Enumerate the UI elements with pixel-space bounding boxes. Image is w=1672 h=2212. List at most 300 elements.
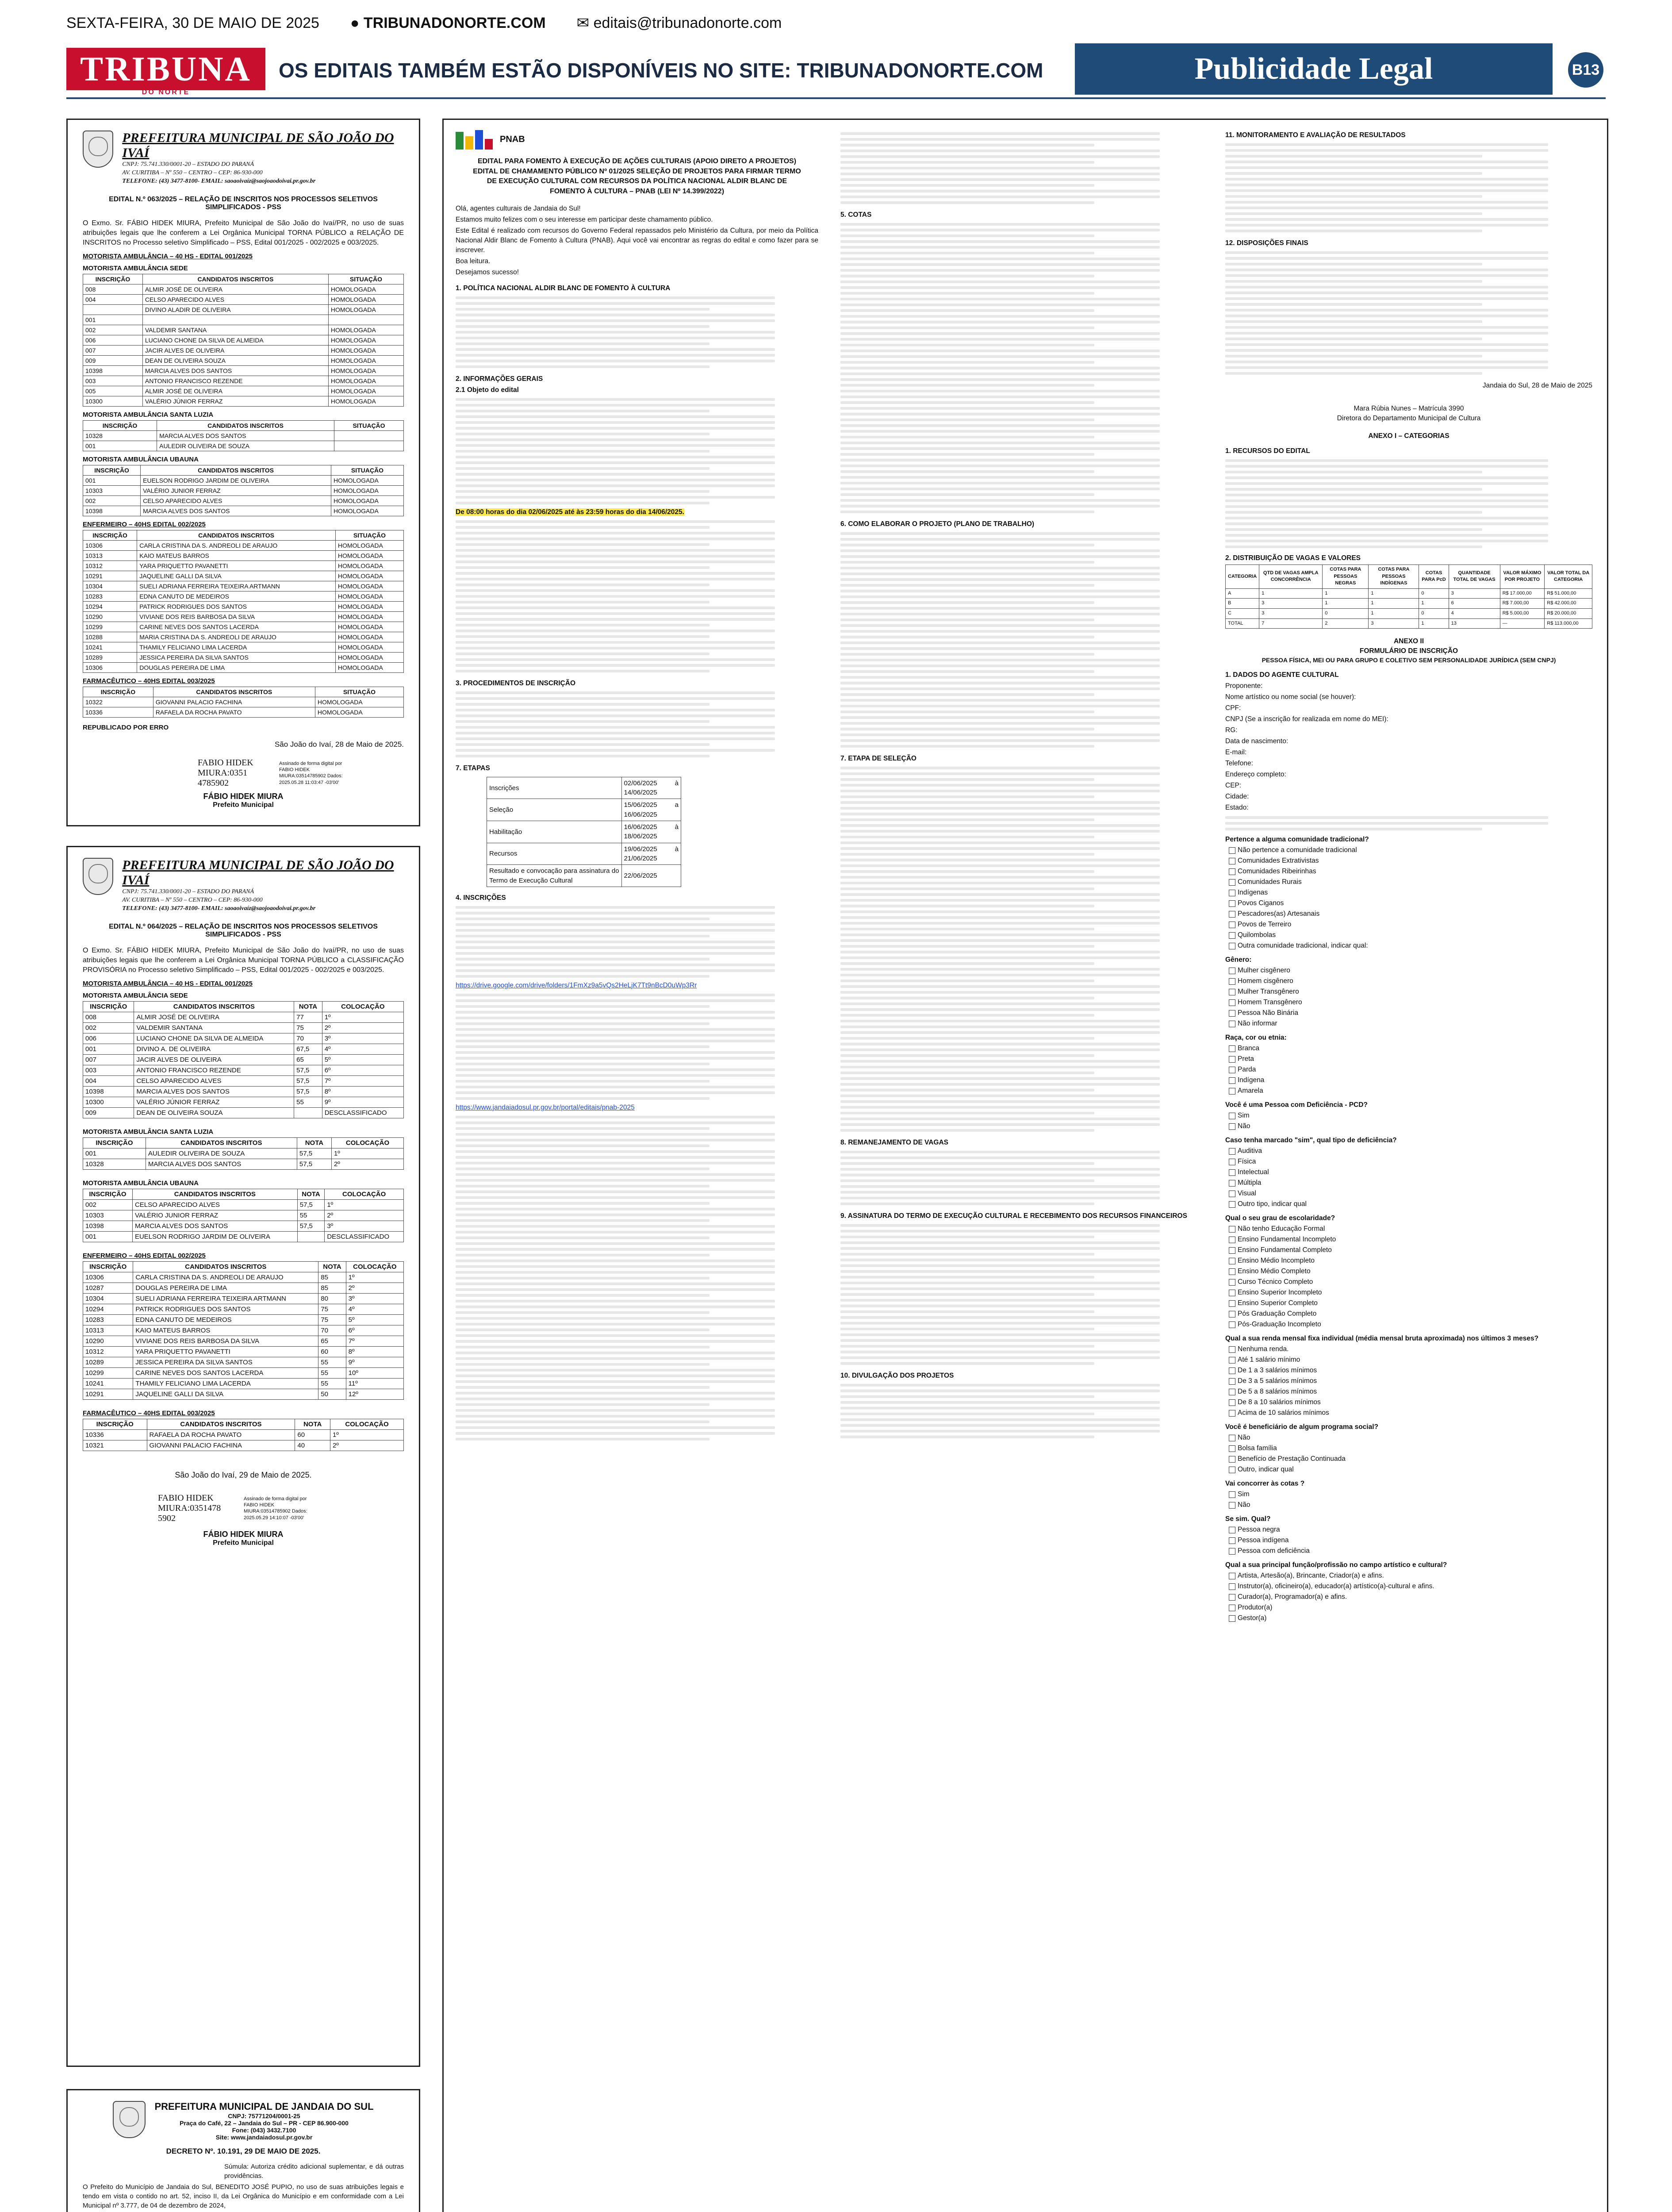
- table-cell: 16/06/2025 à 18/06/2025: [621, 821, 681, 843]
- table-cell: 003: [83, 376, 143, 386]
- form-field[interactable]: CNPJ (Se a inscrição for realizada em nome do MEI):: [1225, 715, 1388, 723]
- greeting: Olá, agentes culturais de Jandaia do Sul!: [456, 204, 581, 212]
- table-row: [83, 1210, 404, 1221]
- form-field[interactable]: CEP:: [1225, 782, 1242, 790]
- table-cell: VALDEMIR SANTANA: [134, 1022, 294, 1033]
- table-cell: 2º: [322, 1022, 403, 1033]
- table-cell: HOMOLOGADA: [335, 581, 403, 591]
- chamamento-col-3: [1225, 129, 1592, 2212]
- table-cell: 0: [1419, 588, 1449, 599]
- table-row: [83, 485, 404, 495]
- checkbox-icon[interactable]: [1229, 1201, 1235, 1208]
- form-option[interactable]: [1229, 899, 1592, 908]
- checkbox-icon[interactable]: [1229, 1077, 1235, 1084]
- checkbox-icon[interactable]: [1229, 1045, 1235, 1052]
- section-heading: MOTORISTA AMBULÂNCIA – 40 HS - EDITAL 001/2025: [83, 252, 253, 260]
- checkbox-icon[interactable]: [1229, 1226, 1235, 1233]
- table-cell: RAFAELA DA ROCHA PAVATO: [147, 1429, 295, 1440]
- option-label: Homem cisgênero: [1238, 977, 1293, 985]
- checkbox-icon[interactable]: [1229, 1615, 1235, 1622]
- form-option[interactable]: [1229, 1398, 1592, 1407]
- table-row: [83, 1378, 404, 1389]
- checkbox-icon[interactable]: [1229, 1258, 1235, 1264]
- table-row: [83, 601, 404, 611]
- form-question: Se sim. Qual?: [1225, 1515, 1271, 1523]
- text-block: [840, 1384, 1203, 1438]
- checkbox-icon[interactable]: [1229, 1527, 1235, 1533]
- checkbox-icon[interactable]: [1229, 847, 1235, 854]
- table-cell: HOMOLOGADA: [331, 495, 403, 506]
- checkbox-icon[interactable]: [1229, 1169, 1235, 1176]
- checkbox-icon[interactable]: [1229, 1123, 1235, 1130]
- option-label: Bolsa família: [1238, 1444, 1277, 1452]
- form-option[interactable]: [1229, 1044, 1592, 1053]
- column-header: QUANTIDADE TOTAL DE VAGAS: [1449, 565, 1500, 589]
- email-link[interactable]: ✉ editais@tribunadonorte.com: [576, 15, 782, 31]
- chamamento-col-2: [840, 129, 1203, 2212]
- table-cell: MARIA CRISTINA DA S. ANDREOLI DE ARAUJO: [137, 632, 336, 642]
- form-field[interactable]: Telefone:: [1225, 760, 1253, 768]
- form-option[interactable]: [1229, 867, 1592, 876]
- form-field[interactable]: Endereço completo:: [1225, 771, 1286, 779]
- table-header-row: [83, 530, 404, 540]
- form-option[interactable]: [1229, 1178, 1592, 1188]
- form-option[interactable]: [1229, 1525, 1592, 1535]
- form-option[interactable]: [1229, 1245, 1592, 1255]
- table-cell: CARINE NEVES DOS SANTOS LACERDA: [137, 622, 336, 632]
- table-cell: A: [1226, 588, 1259, 599]
- form-option[interactable]: [1229, 888, 1592, 898]
- option-label: Pós Graduação Completo: [1238, 1310, 1317, 1318]
- table-row: [83, 1283, 404, 1293]
- table-cell: 009: [83, 355, 143, 365]
- table-cell: 10321: [83, 1440, 147, 1451]
- form-option[interactable]: [1229, 1344, 1592, 1354]
- checkbox-icon[interactable]: [1229, 1399, 1235, 1406]
- checkbox-icon[interactable]: [1229, 1467, 1235, 1473]
- column-header: INSCRIÇÃO: [83, 420, 157, 430]
- table-row: [83, 1065, 404, 1075]
- table-cell: HOMOLOGADA: [328, 304, 403, 315]
- form-field[interactable]: Nome artístico ou nome social (se houver):: [1225, 693, 1356, 701]
- table-cell: YARA PRIQUETTO PAVANETTI: [137, 561, 336, 571]
- checkbox-icon[interactable]: [1229, 943, 1235, 949]
- checkbox-icon[interactable]: [1229, 932, 1235, 939]
- checkbox-icon[interactable]: [1229, 968, 1235, 974]
- form-option[interactable]: [1229, 1355, 1592, 1365]
- form-option[interactable]: [1229, 930, 1592, 940]
- checkbox-icon[interactable]: [1229, 1113, 1235, 1119]
- form-field[interactable]: Cidade:: [1225, 793, 1249, 801]
- option-label: Ensino Médio Completo: [1238, 1267, 1311, 1275]
- table-row: [83, 1075, 404, 1086]
- column-header: NOTA: [297, 1189, 325, 1199]
- option-label: Intelectual: [1238, 1168, 1269, 1176]
- checkbox-icon[interactable]: [1229, 922, 1235, 928]
- prefecture-name: PREFEITURA MUNICIPAL DE SÃO JOÃO DO IVAÍ: [122, 858, 394, 887]
- signer-name: FÁBIO HIDEK MIURA: [203, 791, 284, 801]
- table-row: [83, 1199, 404, 1210]
- checkbox-icon[interactable]: [1229, 1300, 1235, 1307]
- table-cell: [334, 430, 404, 441]
- table-row: [83, 707, 404, 717]
- option-label: Ensino Fundamental Incompleto: [1238, 1236, 1336, 1244]
- checkbox-icon[interactable]: [1229, 1159, 1235, 1165]
- checkbox-icon[interactable]: [1229, 868, 1235, 875]
- table-header-row: [83, 420, 404, 430]
- table-cell: 10336: [83, 1429, 147, 1440]
- form-question: Qual o seu grau de escolaridade?: [1225, 1214, 1335, 1222]
- option-label: Pós-Graduação Incompleto: [1238, 1321, 1321, 1329]
- form-option[interactable]: [1229, 856, 1592, 866]
- link-paragraph: [456, 1103, 818, 1113]
- table-cell: 65: [318, 1336, 346, 1346]
- table-cell: 10299: [83, 1367, 133, 1378]
- option-label: De 5 a 8 salários mínimos: [1238, 1388, 1317, 1396]
- table-cell: 75: [318, 1314, 346, 1325]
- decreto-panel: [66, 2089, 420, 2212]
- classificacao-table-sede: [83, 1001, 404, 1118]
- table-cell: THAMILY FELICIANO LIMA LACERDA: [133, 1378, 318, 1389]
- option-label: Homem Transgênero: [1238, 998, 1302, 1006]
- option-label: Parda: [1238, 1066, 1256, 1074]
- checkbox-icon[interactable]: [1229, 1247, 1235, 1254]
- checkbox-icon[interactable]: [1229, 1456, 1235, 1463]
- form-option[interactable]: [1229, 1603, 1592, 1613]
- form-option[interactable]: [1229, 1199, 1592, 1209]
- column-header: COLOCAÇÃO: [322, 1001, 403, 1012]
- checkbox-icon[interactable]: [1229, 1021, 1235, 1027]
- form-option[interactable]: [1229, 1500, 1592, 1510]
- table-cell: AULEDIR OLIVEIRA DE SOUZA: [157, 441, 334, 451]
- form-option[interactable]: [1229, 1320, 1592, 1329]
- inscritos-table-farmaceutico: [83, 687, 404, 718]
- checkbox-icon[interactable]: [1229, 1180, 1235, 1187]
- form-option[interactable]: [1229, 877, 1592, 887]
- form-option[interactable]: [1229, 1582, 1592, 1591]
- form-option[interactable]: [1229, 1157, 1592, 1167]
- table-cell: R$ 17.000,00: [1500, 588, 1545, 599]
- text-block: [456, 520, 818, 672]
- column-header: CANDIDATOS INSCRITOS: [137, 530, 336, 540]
- subsection-heading: FARMACÊUTICO – 40HS EDITAL 003/2025: [83, 677, 215, 685]
- etapas-table: [487, 777, 681, 887]
- checkbox-icon[interactable]: [1229, 999, 1235, 1006]
- table-cell: 60: [295, 1429, 330, 1440]
- newspaper-logo-sub: DO NORTE: [142, 88, 190, 96]
- table-cell: 55: [318, 1357, 346, 1367]
- section-heading: 2. INFORMAÇÕES GERAIS: [456, 375, 543, 383]
- form-option[interactable]: [1229, 1592, 1592, 1602]
- column-header: CANDIDATOS INSCRITOS: [153, 687, 315, 697]
- table-cell: 10288: [83, 632, 137, 642]
- table-row: [83, 495, 404, 506]
- column-header: SITUAÇÃO: [331, 465, 403, 475]
- form-option[interactable]: [1229, 1571, 1592, 1581]
- checkbox-icon[interactable]: [1229, 1067, 1235, 1073]
- table-cell: 10283: [83, 591, 137, 601]
- checkbox-icon[interactable]: [1229, 1190, 1235, 1197]
- table-header-row: [83, 1137, 404, 1148]
- signer-name: Mara Rúbia Nunes – Matrícula 3990: [1354, 405, 1464, 412]
- table-cell: HOMOLOGADA: [328, 365, 403, 376]
- table-cell: 4: [1449, 609, 1500, 619]
- checkbox-icon[interactable]: [1229, 890, 1235, 896]
- table-cell: R$ 113.000,00: [1545, 618, 1592, 629]
- option-label: Pessoa com deficiência: [1238, 1547, 1310, 1555]
- checkbox-icon[interactable]: [1229, 1583, 1235, 1590]
- inscription-link[interactable]: https://drive.google.com/drive/folders/1FmXz9a5vQs2HeLjK7Tt9nBcD0uWp3Rr: [456, 981, 697, 989]
- option-label: Indígena: [1238, 1076, 1265, 1084]
- table-cell: ALMIR JOSÉ DE OLIVEIRA: [142, 284, 328, 294]
- checkbox-icon[interactable]: [1229, 1311, 1235, 1317]
- digital-signature: [198, 758, 404, 788]
- table-cell: HOMOLOGADA: [335, 540, 403, 550]
- form-option[interactable]: [1229, 1224, 1592, 1234]
- site-link[interactable]: ● TRIBUNADONORTE.COM: [350, 14, 546, 31]
- table-row: [83, 386, 404, 396]
- option-label: Indígenas: [1238, 889, 1268, 897]
- form-option[interactable]: [1229, 1376, 1592, 1386]
- chamamento-col-1: [456, 129, 818, 2212]
- table-row: [83, 571, 404, 581]
- form-option[interactable]: [1229, 976, 1592, 986]
- form-option[interactable]: [1229, 1454, 1592, 1464]
- edital-intro: O Exmo. Sr. FÁBIO HIDEK MIURA, Prefeito Municipal de São João do Ivaí/PR, no uso de suas atribuições legais que lhe conferem a Lei Orgânica Municipal TORNA PÚBLICO a CLASSIFICAÇÃO PROVISÓRIA no Processo seletivo Simplificado – PSS, Edital 001/2025 - 002/2025 e 003/2025.: [83, 946, 404, 974]
- checkbox-icon[interactable]: [1229, 1148, 1235, 1155]
- form-option[interactable]: [1229, 1387, 1592, 1397]
- option-label: Pessoa indígena: [1238, 1536, 1289, 1544]
- form-option[interactable]: [1229, 1288, 1592, 1298]
- form-option[interactable]: [1229, 909, 1592, 919]
- form-option[interactable]: [1229, 1008, 1592, 1018]
- form-option[interactable]: [1229, 1309, 1592, 1319]
- form-option[interactable]: [1229, 1613, 1592, 1623]
- signature-stamp: Assinado de forma digital por FABIO HIDEK MIURA:03514785902 Dados: 2025.05.28 11:03:47 -03'00': [279, 760, 343, 785]
- inscription-deadline: De 08:00 horas do dia 02/06/2025 até às 23:59 horas do dia 14/06/2025.: [456, 508, 684, 516]
- subsection-heading: MOTORISTA AMBULÂNCIA SANTA LUZIA: [83, 1128, 214, 1136]
- option-label: Não tenho Educação Formal: [1238, 1225, 1325, 1233]
- form-option[interactable]: [1229, 1235, 1592, 1244]
- form-option[interactable]: [1229, 998, 1592, 1007]
- table-cell: 3: [1449, 588, 1500, 599]
- form-option[interactable]: [1229, 1189, 1592, 1198]
- table-cell: [142, 315, 328, 325]
- form-option[interactable]: [1229, 1536, 1592, 1545]
- table-cell: 8º: [346, 1346, 403, 1357]
- table-cell: CARINE NEVES DOS SANTOS LACERDA: [133, 1367, 318, 1378]
- table-cell: LUCIANO CHONE DA SILVA DE ALMEIDA: [142, 335, 328, 345]
- checkbox-icon[interactable]: [1229, 989, 1235, 995]
- table-row: [83, 1012, 404, 1022]
- table-header-row: [83, 1189, 404, 1199]
- form-question: Gênero:: [1225, 956, 1252, 964]
- checkbox-icon[interactable]: [1229, 1346, 1235, 1353]
- subsection-heading: MOTORISTA AMBULÂNCIA SANTA LUZIA: [83, 411, 214, 419]
- checkbox-icon[interactable]: [1229, 978, 1235, 985]
- table-cell: HOMOLOGADA: [335, 611, 403, 622]
- checkbox-icon[interactable]: [1229, 911, 1235, 918]
- table-cell: 2º: [330, 1440, 403, 1451]
- form-field[interactable]: Estado:: [1225, 804, 1249, 812]
- checkbox-icon[interactable]: [1229, 1367, 1235, 1374]
- table-row: [83, 1022, 404, 1033]
- republished-note: REPUBLICADO POR ERRO: [83, 723, 169, 731]
- checkbox-icon[interactable]: [1229, 1010, 1235, 1017]
- table-cell: HOMOLOGADA: [335, 550, 403, 561]
- checkbox-icon[interactable]: [1229, 1491, 1235, 1498]
- option-label: Povos Ciganos: [1238, 899, 1284, 907]
- form-option[interactable]: [1229, 1075, 1592, 1085]
- checkbox-icon[interactable]: [1229, 1410, 1235, 1417]
- table-cell: CARLA CRISTINA DA S. ANDREOLI DE ARAUJO: [133, 1272, 318, 1283]
- form-option[interactable]: [1229, 1146, 1592, 1156]
- checkbox-icon[interactable]: [1229, 1378, 1235, 1385]
- form-field[interactable]: E-mail:: [1225, 749, 1247, 757]
- form-option[interactable]: [1229, 1054, 1592, 1064]
- checkbox-icon[interactable]: [1229, 1594, 1235, 1601]
- table-cell: 10241: [83, 642, 137, 652]
- form-field[interactable]: Data de nascimento:: [1225, 737, 1289, 745]
- checkbox-icon[interactable]: [1229, 1605, 1235, 1611]
- table-cell: 7: [1259, 618, 1323, 629]
- checkbox-icon[interactable]: [1229, 1279, 1235, 1286]
- table-cell: 67,5: [294, 1044, 322, 1054]
- table-cell: 1: [1419, 599, 1449, 609]
- table-cell: PATRICK RODRIGUES DOS SANTOS: [133, 1304, 318, 1314]
- documents-link[interactable]: https://www.jandaiadosul.pr.gov.br/portal/editais/pnab-2025: [456, 1103, 635, 1111]
- checkbox-icon[interactable]: [1229, 1357, 1235, 1363]
- classificacao-table-ubauna: [83, 1189, 404, 1242]
- table-cell: 10241: [83, 1378, 133, 1389]
- checkbox-icon[interactable]: [1229, 1237, 1235, 1243]
- form-option[interactable]: [1229, 1111, 1592, 1121]
- form-option[interactable]: [1229, 1490, 1592, 1499]
- table-row: [83, 365, 404, 376]
- table-cell: TOTAL: [1226, 618, 1259, 629]
- checkbox-icon[interactable]: [1229, 1435, 1235, 1441]
- form-option[interactable]: [1229, 920, 1592, 929]
- form-option[interactable]: [1229, 1433, 1592, 1443]
- option-label: Benefício de Prestação Continuada: [1238, 1455, 1346, 1463]
- checkbox-icon[interactable]: [1229, 1445, 1235, 1452]
- form-option[interactable]: [1229, 1019, 1592, 1029]
- table-cell: [294, 1107, 322, 1118]
- table-cell: 10287: [83, 1283, 133, 1293]
- table-cell: HOMOLOGADA: [335, 652, 403, 662]
- table-cell: —: [1500, 618, 1545, 629]
- table-cell: RAFAELA DA ROCHA PAVATO: [153, 707, 315, 717]
- checkbox-icon[interactable]: [1229, 1088, 1235, 1094]
- form-field[interactable]: RG:: [1225, 726, 1238, 734]
- checkbox-icon[interactable]: [1229, 1548, 1235, 1555]
- checkbox-icon[interactable]: [1229, 1502, 1235, 1509]
- form-field[interactable]: CPF:: [1225, 704, 1241, 712]
- form-option[interactable]: [1229, 1298, 1592, 1308]
- form-question: Qual a sua principal função/profissão no campo artístico e cultural?: [1225, 1561, 1447, 1569]
- signer-role: Prefeito Municipal: [213, 1539, 274, 1547]
- option-label: Ensino Fundamental Completo: [1238, 1246, 1332, 1254]
- option-label: Acima de 10 salários mínimos: [1238, 1409, 1329, 1417]
- form-option[interactable]: [1229, 1267, 1592, 1276]
- form-field[interactable]: Proponente:: [1225, 682, 1263, 690]
- table-row: [83, 591, 404, 601]
- checkbox-icon[interactable]: [1229, 1573, 1235, 1579]
- form-option[interactable]: [1229, 845, 1592, 855]
- prefecture-cnpj: CNPJ: 75771204/0001-25: [228, 2112, 300, 2120]
- column-header: INSCRIÇÃO: [83, 1189, 133, 1199]
- table-cell: 10306: [83, 662, 137, 672]
- checkbox-icon[interactable]: [1229, 879, 1235, 886]
- form-option[interactable]: [1229, 987, 1592, 997]
- section-heading: 2. DISTRIBUIÇÃO DE VAGAS E VALORES: [1225, 554, 1361, 562]
- prefecture-phone: Fone: (043) 3432.7100: [232, 2127, 296, 2134]
- table-cell: 001: [83, 475, 141, 485]
- table-cell: AULEDIR OLIVEIRA DE SOUZA: [146, 1148, 297, 1159]
- table-cell: C: [1226, 609, 1259, 619]
- option-label: Ensino Superior Completo: [1238, 1299, 1318, 1307]
- edital-063-panel: [66, 119, 420, 826]
- classificacao-table-enfermeiro: [83, 1261, 404, 1400]
- form-option[interactable]: [1229, 1444, 1592, 1453]
- checkbox-icon[interactable]: [1229, 1537, 1235, 1544]
- table-cell: 75: [318, 1304, 346, 1314]
- form-option[interactable]: [1229, 1167, 1592, 1177]
- form-option[interactable]: [1229, 1065, 1592, 1075]
- option-label: Ensino Superior Incompleto: [1238, 1289, 1322, 1297]
- checkbox-icon[interactable]: [1229, 1056, 1235, 1063]
- table-cell: HOMOLOGADA: [335, 571, 403, 581]
- form-option[interactable]: [1229, 1086, 1592, 1096]
- table-cell: 15/06/2025 a 16/06/2025: [621, 799, 681, 821]
- form-option[interactable]: [1229, 1366, 1592, 1375]
- form-option[interactable]: [1229, 1256, 1592, 1266]
- table-header-row: [83, 687, 404, 697]
- table-row: [83, 1159, 404, 1169]
- checkbox-icon[interactable]: [1229, 1321, 1235, 1328]
- table-cell: EUELSON RODRIGO JARDIM DE OLIVEIRA: [132, 1231, 297, 1242]
- table-cell: VALÉRIO JÚNIOR FERRAZ: [134, 1097, 294, 1107]
- checkbox-icon[interactable]: [1229, 1389, 1235, 1395]
- column-header: CANDIDATOS INSCRITOS: [134, 1001, 294, 1012]
- option-label: Ensino Médio Incompleto: [1238, 1257, 1315, 1265]
- classificacao-table-santa-luzia: [83, 1137, 404, 1170]
- form-option[interactable]: [1229, 966, 1592, 975]
- table-cell: 10º: [346, 1367, 403, 1378]
- place-date: São João do Ivaí, 28 de Maio de 2025.: [274, 740, 404, 749]
- form-option[interactable]: [1229, 1277, 1592, 1287]
- form-option[interactable]: [1229, 1121, 1592, 1131]
- form-option[interactable]: [1229, 1465, 1592, 1475]
- checkbox-icon[interactable]: [1229, 858, 1235, 864]
- table-cell: 57,5: [294, 1086, 322, 1097]
- form-option[interactable]: [1229, 1408, 1592, 1418]
- edital-064-panel: [66, 846, 420, 2067]
- newspaper-logo: TRIBUNA: [66, 48, 265, 90]
- table-cell: 1: [1259, 588, 1323, 599]
- checkbox-icon[interactable]: [1229, 1290, 1235, 1296]
- anexo-heading: ANEXO I – CATEGORIAS: [1368, 432, 1450, 440]
- form-option[interactable]: [1229, 1546, 1592, 1556]
- checkbox-icon[interactable]: [1229, 900, 1235, 907]
- table-cell: DOUGLAS PEREIRA DE LIMA: [133, 1283, 318, 1293]
- table-cell: THAMILY FELICIANO LIMA LACERDA: [137, 642, 336, 652]
- table-cell: 1: [1369, 588, 1419, 599]
- checkbox-icon[interactable]: [1229, 1268, 1235, 1275]
- table-cell: HOMOLOGADA: [331, 485, 403, 495]
- form-option[interactable]: [1229, 941, 1592, 951]
- edital-title: EDITAL N.º 064/2025 – RELAÇÃO DE INSCRITOS NOS PROCESSOS SELETIVOS SIMPLIFICADOS - PSS: [109, 922, 378, 938]
